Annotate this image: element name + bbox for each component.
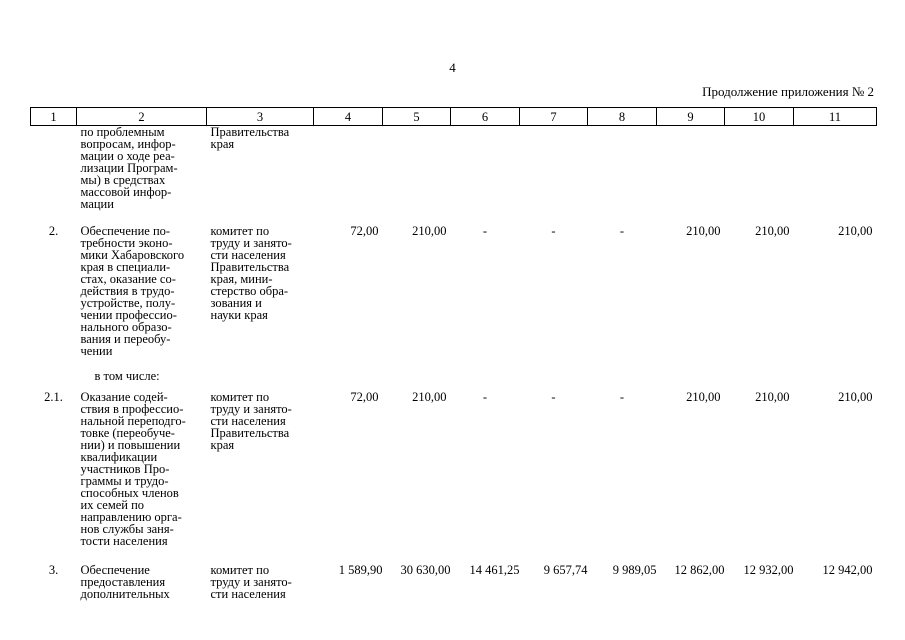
executor: комитет по труду и занято- сти населения Правительства края (210, 389, 292, 452)
value-cell (451, 126, 520, 218)
value-cell: 14 461,25 (469, 562, 520, 577)
value-cell: 210,00 (686, 389, 721, 404)
table-row (31, 561, 877, 600)
page-number: 4 (449, 60, 456, 75)
col-header: 5 (383, 108, 451, 126)
executor: комитет по труду и занято- сти населения (210, 562, 292, 601)
value-cell (314, 126, 383, 218)
activity-name: Оказание содей- ствия в профессио- нальной переподго- товке (переобуче- нии) и повышении квалификации участников Про- граммы и трудо- способных членов их семей по направлению орга- нов службы заня- тости населения (80, 389, 186, 548)
value-cell: 210,00 (686, 223, 721, 238)
value-cell: 30 630,00 (400, 562, 451, 577)
col-header: 11 (794, 108, 877, 126)
value-cell: 210,00 (755, 389, 790, 404)
value-cell: - (619, 223, 625, 238)
col-header: 10 (725, 108, 794, 126)
value-cell: 12 942,00 (822, 562, 873, 577)
value-cell (520, 126, 588, 218)
value-cell (794, 126, 877, 218)
continuation-note: Продолжение приложения № 2 (702, 84, 874, 99)
value-cell: 12 862,00 (674, 562, 725, 577)
value-cell: - (482, 223, 488, 238)
row-number: 2.1. (44, 389, 63, 404)
empty-cell (314, 367, 877, 387)
value-cell: 1 589,90 (338, 562, 383, 577)
col-header: 9 (657, 108, 725, 126)
value-cell: - (482, 389, 488, 404)
col-header: 2 (77, 108, 207, 126)
value-cell: 12 932,00 (743, 562, 794, 577)
value-cell: 9 989,05 (612, 562, 657, 577)
col-header: 6 (451, 108, 520, 126)
executor: комитет по труду и занято- сти населения Правительства края, мини- стерство обра- зования и науки края (210, 223, 292, 322)
value-cell: 210,00 (412, 389, 447, 404)
subtotal-caption: в том числе: (94, 368, 160, 383)
value-cell (725, 126, 794, 218)
activity-name: по проблемным вопросам, инфор- мации о ходе реа- лизации Програм- мы) в средствах массовой инфор- мации (80, 125, 178, 211)
appendix-table (30, 107, 877, 600)
value-cell: 210,00 (412, 223, 447, 238)
col-header: 4 (314, 108, 383, 126)
col-header: 1 (31, 108, 77, 126)
table-row (31, 126, 877, 218)
value-cell: - (551, 223, 556, 238)
executor: Правительства края (210, 125, 290, 151)
value-cell: 72,00 (350, 223, 379, 238)
row-number: 3. (48, 562, 59, 577)
col-header: 8 (588, 108, 657, 126)
value-cell: - (619, 389, 625, 404)
value-cell: 210,00 (755, 223, 790, 238)
col-header: 3 (207, 108, 314, 126)
activity-name: Обеспечение по- требности эконо- мики Хабаровского края в специали- стах, оказание со- действия в трудо- устройстве, полу- чении профессио- нального образо- вания и переобу- чении (80, 223, 185, 358)
value-cell (657, 126, 725, 218)
value-cell: 9 657,74 (543, 562, 588, 577)
value-cell: 210,00 (838, 223, 873, 238)
column-number-row (31, 108, 877, 126)
value-cell: - (551, 389, 556, 404)
value-cell: 210,00 (838, 389, 873, 404)
value-cell (588, 126, 657, 218)
table-row (31, 218, 877, 367)
row-number (31, 126, 77, 218)
table-row (31, 367, 877, 387)
row-number: 2. (48, 223, 59, 238)
row-number (31, 367, 77, 387)
activity-name: Обеспечение предоставления дополнительных (80, 562, 170, 601)
value-cell: 72,00 (350, 389, 379, 404)
table-row (31, 387, 877, 561)
value-cell (383, 126, 451, 218)
col-header: 7 (520, 108, 588, 126)
